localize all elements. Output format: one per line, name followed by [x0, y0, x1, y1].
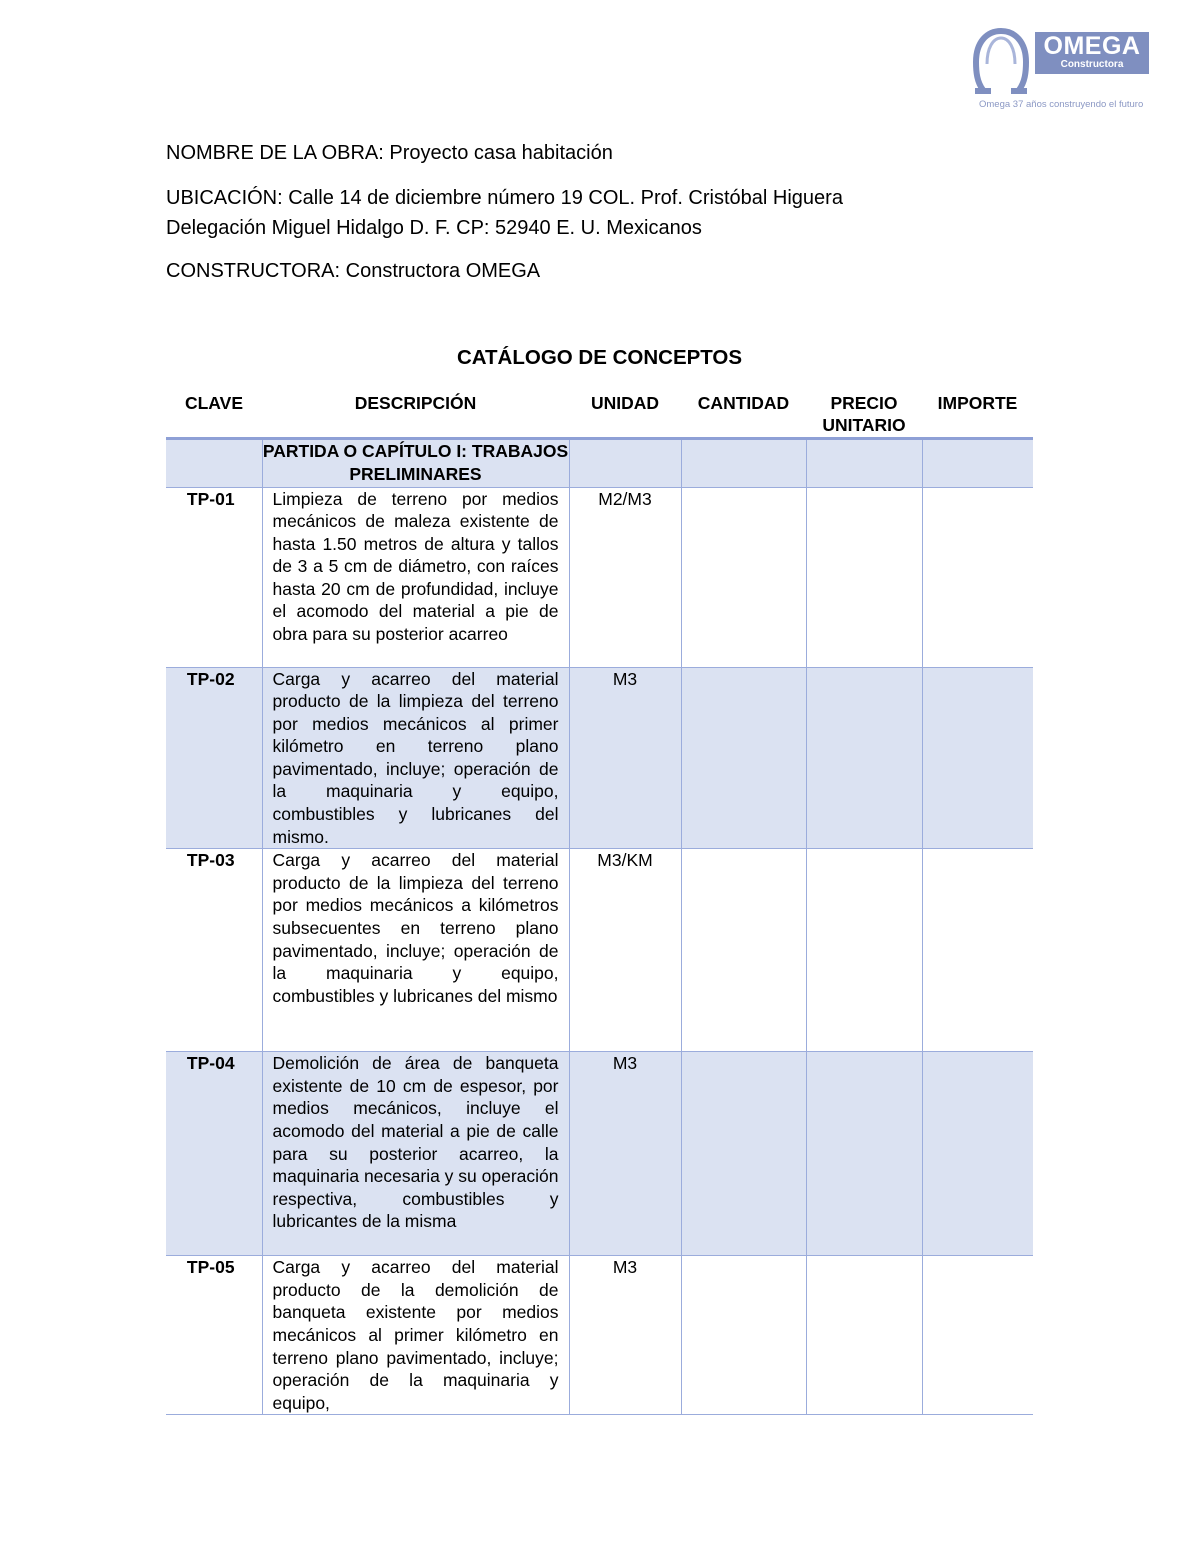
partida-clave-cell — [166, 440, 262, 487]
row-clave: TP-04 — [166, 1052, 262, 1256]
partida-precio-cell — [806, 440, 922, 487]
obra-name: NOMBRE DE LA OBRA: Proyecto casa habitación — [166, 142, 613, 164]
partida-importe-cell — [922, 440, 1033, 487]
table-row — [166, 667, 1033, 849]
row-descripcion: Carga y acarreo del material producto de la demolición de banqueta existente por medios mecánicos al primer kilómetro en terreno plano pavimentado, incluye; operación de la maquinaria y equipo, — [262, 1256, 569, 1415]
row-unidad: M2/M3 — [569, 487, 681, 667]
company-logo — [973, 28, 1153, 114]
table-row — [166, 1256, 1033, 1415]
header-importe: IMPORTE — [937, 393, 1018, 413]
row-clave: TP-05 — [166, 1256, 262, 1415]
row-descripcion: Carga y acarreo del material producto de la limpieza del terreno por medios mecánicos a kilómetros subsecuentes en terreno plano pavimentado, incluye; operación de la maquinaria y equipo, combustibles y lubricanes del mismo — [262, 849, 569, 1052]
row-precio-unitario — [806, 849, 922, 1052]
table-row — [166, 487, 1033, 667]
row-cantidad — [681, 487, 806, 667]
catalog-table — [166, 440, 1033, 1415]
row-importe — [922, 849, 1033, 1052]
row-clave: TP-02 — [166, 667, 262, 849]
row-precio-unitario — [806, 487, 922, 667]
header-cantidad: CANTIDAD — [697, 393, 790, 413]
partida-cantidad-cell — [681, 440, 806, 487]
row-clave: TP-01 — [166, 487, 262, 667]
constructora: CONSTRUCTORA: Constructora OMEGA — [166, 260, 541, 282]
omega-symbol-icon — [973, 28, 1029, 98]
logo-tagline: Omega 37 años construyendo el futuro — [979, 99, 1144, 110]
row-unidad: M3/KM — [569, 849, 681, 1052]
row-descripcion: Demolición de área de banqueta existente de 10 cm de espesor, por medios mecánicos, incluye el acomodo del material a pie de calle para su posterior acarreo, la maquinaria necesaria y su operación respectiva, combustibles y lubricantes de la misma — [262, 1052, 569, 1256]
table-row — [166, 1052, 1033, 1256]
row-importe — [922, 667, 1033, 849]
row-cantidad — [681, 1256, 806, 1415]
row-precio-unitario — [806, 667, 922, 849]
row-cantidad — [681, 667, 806, 849]
partida-row — [166, 440, 1033, 487]
logo-badge — [1035, 32, 1149, 74]
row-unidad: M3 — [569, 667, 681, 849]
row-importe — [922, 487, 1033, 667]
header-descripcion: DESCRIPCIÓN — [354, 393, 477, 413]
partida-unidad-cell — [569, 440, 681, 487]
row-unidad: M3 — [569, 1052, 681, 1256]
row-importe — [922, 1256, 1033, 1415]
header-clave: CLAVE — [184, 393, 243, 413]
logo-subtitle: Constructora — [1060, 59, 1124, 70]
row-descripcion: Limpieza de terreno por medios mecánicos de maleza existente de hasta 1.50 metros de altura y tallos de 3 a 5 cm de diámetro, con raíces hasta 20 cm de profundidad, incluye el acomodo del material a pie de obra para su posterior acarreo — [262, 487, 569, 667]
row-descripcion: Carga y acarreo del material producto de la limpieza del terreno por medios mecánicos al primer kilómetro en terreno plano pavimentado, incluye; operación de la maquinaria y equipo, combustibles y lubricanes del mismo. — [262, 667, 569, 849]
ubicacion-line-1: UBICACIÓN: Calle 14 de diciembre número 19 COL. Prof. Cristóbal Higuera — [166, 187, 843, 209]
row-cantidad — [681, 1052, 806, 1256]
row-precio-unitario — [806, 1052, 922, 1256]
row-cantidad — [681, 849, 806, 1052]
partida-title: PARTIDA O CAPÍTULO I: TRABAJOS PRELIMINARES — [262, 440, 569, 487]
row-precio-unitario — [806, 1256, 922, 1415]
catalog-title: CATÁLOGO DE CONCEPTOS — [456, 346, 743, 369]
row-unidad: M3 — [569, 1256, 681, 1415]
header-unidad: UNIDAD — [590, 393, 660, 413]
ubicacion-line-2: Delegación Miguel Hidalgo D. F. CP: 52940 E. U. Mexicanos — [166, 217, 702, 239]
table-row — [166, 849, 1033, 1052]
logo-name: OMEGA — [1043, 32, 1141, 60]
row-importe — [922, 1052, 1033, 1256]
row-clave: TP-03 — [166, 849, 262, 1052]
header-precio-unitario: PRECIO UNITARIO — [822, 393, 906, 435]
